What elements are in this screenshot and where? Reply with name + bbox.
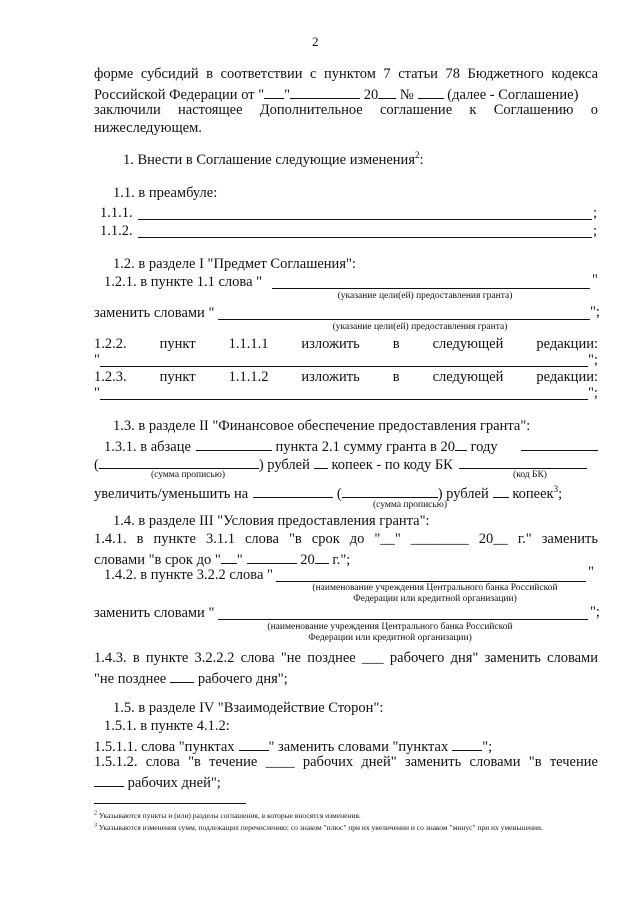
item-1-3-1-line-3 — [94, 483, 562, 503]
item-1-text: 1. Внести в Соглашение следующие изменения — [123, 152, 415, 168]
item-1-2-3 — [94, 369, 598, 386]
item-1-4-1-line-2 — [94, 549, 350, 569]
text: " заменить словами "пунктах — [268, 739, 449, 755]
footnote-2 — [94, 811, 598, 820]
blank-year — [315, 549, 329, 564]
caption-kbk: (код БК) — [513, 470, 547, 480]
blank-day — [264, 84, 284, 99]
word: пункте — [145, 650, 189, 666]
intro-line-4: нижеследующем. — [94, 120, 202, 136]
word: 1.4.3. — [94, 650, 127, 666]
item-1-2-1: 1.2.1. в пункте 1.1 слова " — [104, 274, 263, 290]
text: ) рублей — [258, 457, 310, 473]
footnote-text: Указываются изменения сумм, подлежащих перечислению: со знаком "плюс" при их увеличении и со знаком "минус" при их уменьшении. — [97, 823, 543, 832]
text: ; — [558, 486, 563, 502]
word: рабочих — [302, 754, 354, 770]
word: редакции: — [536, 336, 598, 352]
intro-line-1: форме субсидий в соответствии с пунктом 7 статьи 78 Бюджетного кодекса — [94, 66, 598, 82]
text: г."; — [328, 552, 351, 568]
word: до — [349, 531, 365, 547]
intro-line-2 — [94, 84, 598, 104]
word: 1.4.1. — [94, 531, 127, 547]
item-1 — [123, 152, 424, 169]
word: срок — [311, 531, 340, 547]
word: пункт — [159, 336, 196, 352]
blank-paragraph — [196, 436, 272, 451]
item-1-1-1: 1.1.1. — [100, 205, 133, 221]
word: в — [392, 336, 400, 352]
item-1-5-1-2-line-2 — [94, 772, 221, 792]
blank-sum — [99, 454, 259, 469]
word: 1.2.2. — [94, 336, 127, 352]
caption-sum: (сумма прописью) — [151, 470, 225, 480]
word: "не — [280, 650, 301, 666]
word: в — [392, 369, 400, 385]
item-1-5-1-1 — [94, 736, 492, 756]
item-1-2-1-line — [272, 288, 590, 289]
item-1-2-3-close: "; — [588, 385, 598, 401]
intro-line-3: заключили настоящее Дополнительное соглашение к Соглашению о — [94, 102, 598, 118]
footnote-separator — [94, 803, 246, 804]
item-1-4-title: 1.4. в разделе III "Условия предоставления гранта": — [113, 513, 430, 529]
footnote-text: Указываются пункты и (или) разделы соглашения, в которые вносятся изменения. — [97, 811, 361, 820]
text: 1.3.1. в абзаце — [104, 439, 191, 455]
item-1-2-1-replace-line — [218, 319, 590, 320]
footnote-3 — [94, 823, 574, 832]
item-1-1-2-end: ; — [593, 223, 598, 239]
caption-goal-1: (указание цели(ей) предоставления гранта) — [337, 291, 513, 301]
item-1-4-2-line — [276, 581, 586, 582]
word: 3.2.2.2 — [194, 650, 235, 666]
item-1-2-2-close: "; — [588, 352, 598, 368]
footnote-ref-2: 2 — [414, 150, 420, 161]
text: рабочих дней"; — [124, 775, 221, 791]
word: слова — [240, 650, 275, 666]
word: следующей — [432, 369, 504, 385]
word: течение — [209, 754, 258, 770]
word: г." — [517, 531, 532, 547]
text: словами "в срок до " — [94, 552, 221, 568]
item-1-4-2-quote: " — [588, 564, 594, 580]
item-1-3-title: 1.3. в разделе II "Финансовое обеспечение предоставления гранта": — [113, 418, 531, 434]
item-1-4-1 — [94, 531, 598, 548]
word: течение — [549, 754, 598, 770]
item-1-4-2: 1.4.2. в пункте 3.2.2 слова " — [104, 567, 273, 583]
text: ( — [333, 486, 342, 502]
text: "не позднее — [94, 671, 167, 687]
item-1-4-2-replace: заменить словами " — [94, 605, 215, 621]
item-1-3-1 — [104, 436, 498, 456]
caption-bank-1a: (наименование учреждения Центрального банка Российской — [312, 583, 558, 593]
caption-sum-2: (сумма прописью) — [373, 500, 447, 510]
intro-text: Российской Федерации от " — [94, 87, 265, 103]
word: "в — [188, 754, 201, 770]
caption-goal-2: (указание цели(ей) предоставления гранта) — [332, 322, 508, 332]
word: пункте — [153, 531, 196, 547]
item-1-1-title: 1.1. в преамбуле: — [113, 185, 218, 201]
text: году — [466, 439, 498, 455]
intro-text: 20 — [360, 87, 379, 103]
word: рабочего — [389, 650, 445, 666]
blank-month — [290, 84, 360, 99]
word: в — [132, 650, 140, 666]
blank-points — [452, 736, 482, 751]
word: ____ — [265, 754, 295, 770]
word: 1.5.1.2. — [94, 754, 138, 770]
word: редакции: — [536, 369, 598, 385]
footnote-number: 3 — [94, 822, 97, 829]
item-1-2-2 — [94, 336, 598, 353]
text: копеек - по коду БК — [327, 457, 453, 473]
text: пункта 2.1 сумму гранта в 20 — [271, 439, 455, 455]
item-1-2-title: 1.2. в разделе I "Предмет Соглашения": — [113, 256, 356, 272]
word: "в — [288, 531, 302, 547]
blank-kopecks — [493, 483, 509, 498]
word: словами — [469, 754, 521, 770]
item-1-2-1-quote: " — [592, 272, 598, 288]
word: дня" — [450, 650, 479, 666]
word: изложить — [301, 336, 360, 352]
item-1-4-3 — [94, 650, 598, 667]
word: в — [136, 531, 144, 547]
text: 1.5.1.1. слова "пунктах — [94, 739, 235, 755]
item-1-2-2-open: " — [94, 352, 100, 368]
text: копеек — [508, 486, 554, 502]
text: ) рублей — [437, 486, 489, 502]
blank-year — [455, 436, 467, 451]
text: "; — [482, 739, 493, 755]
blank-number — [418, 84, 444, 99]
item-1-4-2-replace-line — [218, 619, 588, 620]
footnote-number: 2 — [94, 810, 97, 817]
caption-bank-2b: Федерации или кредитной организации) — [308, 633, 472, 643]
blank-points — [239, 736, 269, 751]
item-1-5-1-2 — [94, 754, 598, 771]
text: рабочего дня"; — [194, 671, 288, 687]
item-1-1-2-line — [138, 237, 592, 238]
word: следующей — [432, 336, 504, 352]
word: заменить — [541, 531, 598, 547]
text: " — [236, 552, 243, 568]
page-number: 2 — [312, 34, 319, 49]
blank-kopecks — [314, 454, 328, 469]
item-1-2-1-replace: заменить словами " — [94, 305, 215, 321]
word: 3.1.1 — [205, 531, 235, 547]
text: ( — [94, 457, 99, 473]
word: ________ — [410, 531, 469, 547]
word: "__" — [374, 531, 401, 547]
word: заменить — [404, 754, 462, 770]
word: позднее — [307, 650, 356, 666]
blank-kbk — [459, 454, 587, 469]
item-1-3-1-tail-line — [521, 450, 598, 451]
blank-sum-words — [342, 483, 438, 498]
word: словами — [547, 650, 598, 666]
word: слова — [244, 531, 279, 547]
blank-month — [247, 549, 297, 564]
item-1-1-2: 1.1.2. — [100, 223, 133, 239]
word: изложить — [301, 369, 360, 385]
text: увеличить/уменьшить на — [94, 486, 249, 502]
item-1-2-2-line — [100, 366, 588, 367]
blank-year — [378, 84, 396, 99]
item-1-tail: : — [419, 152, 424, 168]
word: "в — [528, 754, 542, 770]
intro-text: " — [284, 87, 291, 103]
word: 1.1.1.2 — [228, 369, 269, 385]
item-1-1-1-end: ; — [593, 205, 598, 221]
word: 1.2.3. — [94, 369, 127, 385]
word: слова — [145, 754, 180, 770]
item-1-2-1-replace-end: "; — [590, 304, 600, 320]
word: 20__ — [478, 531, 508, 547]
word: дней" — [361, 754, 397, 770]
item-1-2-3-line — [100, 399, 588, 400]
intro-text: (далее - Соглашение) — [443, 87, 579, 103]
item-1-1-1-line — [138, 219, 592, 220]
caption-bank-2a: (наименование учреждения Центрального банка Российской — [267, 622, 513, 632]
blank-day — [221, 549, 237, 564]
blank-change — [253, 483, 333, 498]
blank-days — [170, 668, 194, 683]
item-1-2-3-open: " — [94, 385, 100, 401]
word: заменить — [484, 650, 541, 666]
text: 20 — [296, 552, 315, 568]
word: 1.1.1.1 — [228, 336, 269, 352]
item-1-4-2-replace-end: "; — [590, 604, 600, 620]
caption-bank-1b: Федерации или кредитной организации) — [353, 594, 517, 604]
blank-days — [94, 772, 124, 787]
item-1-4-3-line-2 — [94, 668, 288, 688]
intro-text: № — [396, 87, 414, 103]
word: ___ — [361, 650, 384, 666]
item-1-5-title: 1.5. в разделе IV "Взаимодействие Сторон": — [113, 700, 384, 716]
word: пункт — [159, 369, 196, 385]
footnote-ref-3: 3 — [553, 484, 559, 495]
item-1-5-1: 1.5.1. в пункте 4.1.2: — [104, 718, 230, 734]
